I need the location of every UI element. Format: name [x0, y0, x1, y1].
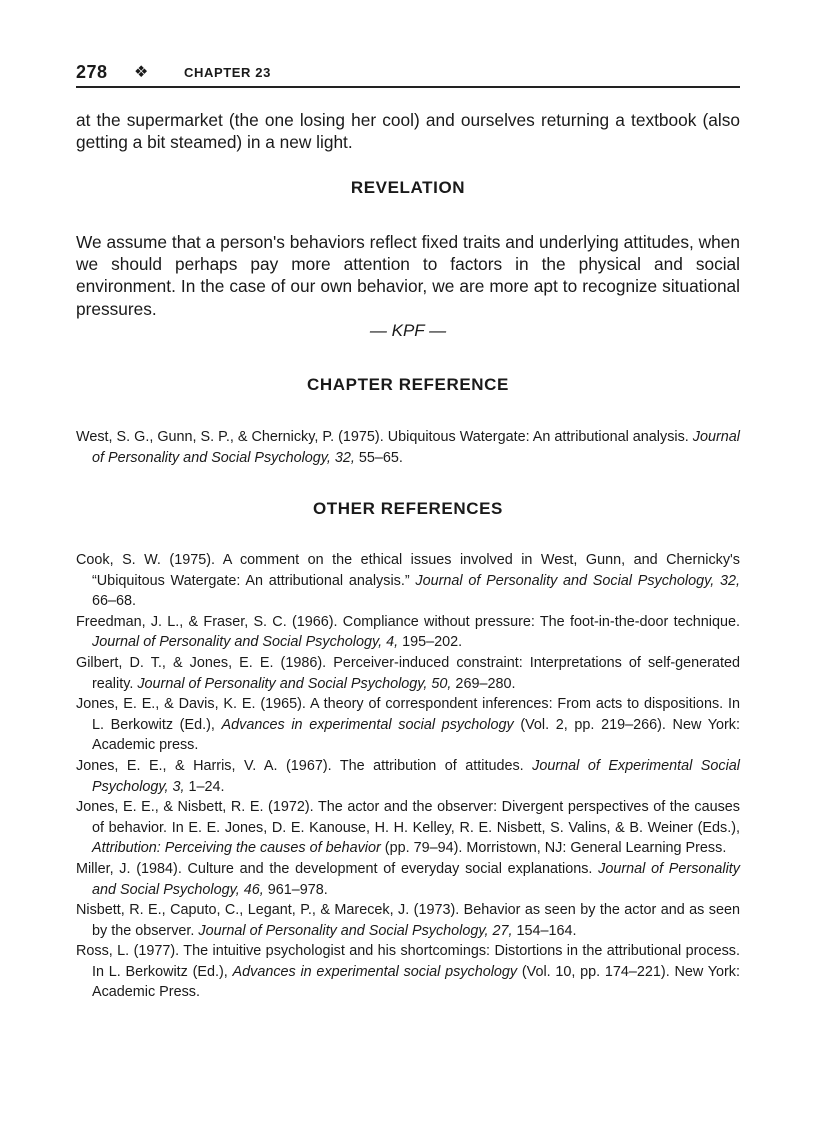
page-number: 278 [76, 62, 108, 82]
reference-item: Cook, S. W. (1975). A comment on the ethical issues involved in West, Gunn, and Chernicky's “Ubiquitous Watergate: An attributional analysis.” Journal of Personality and Social Psychology, 32, 66–68. [76, 552, 741, 610]
running-header [76, 62, 740, 88]
reference-item: Jones, E. E., & Harris, V. A. (1967). The attribution of attitudes. Journal of Experimental Social Psychology, 3, 1–24. [76, 757, 740, 795]
chapter-label: CHAPTER 23 [184, 65, 271, 80]
reference-item: Jones, E. E., & Davis, K. E. (1965). A theory of correspondent inferences: From acts to dispositions. In L. Berkowitz (Ed.), Advances in experimental social psychology (Vol. 2, pp. 219–266). New York: Academic press. [76, 696, 740, 754]
reference-item: Ross, L. (1977). The intuitive psychologist and his shortcomings: Distortions in the attributional process. In L. Berkowitz (Ed.), Advances in experimental social psychology (Vol. 10, pp. 174–221). New York: Academic Press. [76, 943, 740, 1001]
reference-item: Freedman, J. L., & Fraser, S. C. (1966). Compliance without pressure: The foot-in-the-door technique. Journal of Personality and Social Psychology, 4, 195–202. [76, 613, 740, 651]
reference-item: West, S. G., Gunn, S. P., & Chernicky, P. (1975). Ubiquitous Watergate: An attributional analysis. Journal of Personality and Social Psychology, 32, 55–65. [76, 429, 740, 466]
revelation-paragraph: We assume that a person's behaviors reflect fixed traits and underlying attitudes, when we should perhaps pay more attention to factors in the physical and social environment. In the case of our own behavior, we are more apt to recognize situational pressures. [76, 232, 740, 319]
reference-item: Jones, E. E., & Nisbett, R. E. (1972). The actor and the observer: Divergent perspectives of the causes of behavior. In E. E. Jones, D. E. Kanouse, H. H. Kelley, R. E. Nisbett, S. Valins, & B. Weiner (Eds.), Attribution: Perceiving the causes of behavior (pp. 79–94). Morristown, NJ: General Learning Press. [76, 799, 740, 857]
reference-item: Nisbett, R. E., Caputo, C., Legant, P., & Marecek, J. (1973). Behavior as seen by the actor and as seen by the observer. Journal of Personality and Social Psychology, 27, 154–164. [76, 902, 740, 939]
other-references-list [76, 550, 740, 1003]
revelation-heading: REVELATION [350, 178, 466, 197]
reference-item: Gilbert, D. T., & Jones, E. E. (1986). Perceiver-induced constraint: Interpretations of self-generated reality. Journal of Personality and Social Psychology, 50, 269–280. [76, 654, 740, 692]
diamond-ornament-icon: ❖ [134, 64, 149, 81]
header-rule [76, 86, 740, 88]
continued-paragraph: at the supermarket (the one losing her cool) and ourselves returning a textbook (also getting a bit steamed) in a new light. [76, 110, 740, 153]
other-references-heading: OTHER REFERENCES [312, 499, 503, 518]
author-signature: — KPF — [369, 321, 447, 340]
reference-item: Miller, J. (1984). Culture and the development of everyday social explanations. Journal of Personality and Social Psychology, 46, 961–978. [76, 860, 740, 898]
chapter-reference-heading: CHAPTER REFERENCE [307, 375, 509, 394]
chapter-reference-list [76, 427, 740, 468]
